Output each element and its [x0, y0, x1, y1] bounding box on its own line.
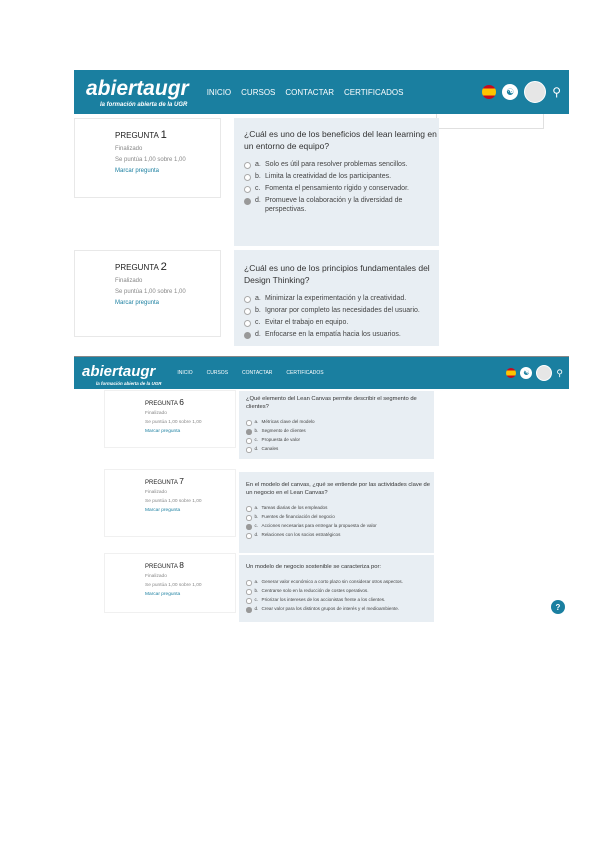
- question-text: ¿Qué elemento del Lean Canvas permite describir el segmento de clientes?: [246, 396, 417, 410]
- menu-item-cursos[interactable]: CURSOS: [241, 87, 276, 97]
- answer-option[interactable]: c. Propuesta de valor: [246, 437, 434, 444]
- answer-option[interactable]: b. Centrarse solo en la reducción de costes operativos.: [246, 588, 434, 595]
- answer-option[interactable]: b. Segmento de clientes: [246, 428, 434, 435]
- menu-item-inicio[interactable]: INICIO: [177, 370, 193, 376]
- flag-question-link[interactable]: Marcar pregunta: [145, 429, 181, 434]
- radio-button[interactable]: [246, 515, 252, 521]
- question-text: En el modelo del canvas, ¿qué se entiende por las actividades clave de un negocio en el Lean Canvas?: [246, 482, 431, 496]
- radio-button-selected[interactable]: [246, 524, 252, 530]
- answer-option[interactable]: c. Fomenta el pensamiento rígido y conservador.: [244, 184, 439, 193]
- answer-options: [246, 505, 434, 539]
- answer-option[interactable]: d. Relaciones con los socios estratégicos: [246, 532, 434, 539]
- avatar[interactable]: [524, 81, 546, 103]
- radio-button-selected[interactable]: [244, 332, 251, 339]
- answer-option[interactable]: c. Evitar el trabajo en equipo.: [244, 318, 439, 327]
- answer-options: [244, 160, 439, 214]
- radio-button[interactable]: [246, 533, 252, 539]
- logo-subtitle: la formación abierta de la UGR: [100, 102, 188, 108]
- accessibility-icon[interactable]: ☯: [502, 84, 518, 100]
- radio-button[interactable]: [246, 580, 252, 586]
- help-button[interactable]: ?: [551, 600, 565, 614]
- question-label: PREGUNTA 6: [145, 397, 184, 407]
- question-box: [234, 250, 439, 346]
- search-icon[interactable]: ⚲: [552, 85, 561, 99]
- question-box: [239, 472, 434, 553]
- flag-question-link[interactable]: Marcar pregunta: [145, 592, 181, 597]
- question-score: Se puntúa 1,00 sobre 1,00: [115, 157, 186, 163]
- screenshot-bottom: [74, 356, 569, 622]
- top-nav: [74, 70, 569, 114]
- answer-option[interactable]: b. Ignorar por completo las necesidades del usuario.: [244, 306, 439, 315]
- menu-item-inicio[interactable]: INICIO: [206, 87, 232, 97]
- answer-option[interactable]: b. Limita la creatividad de los participantes.: [244, 172, 439, 181]
- menu-item-certificados[interactable]: CERTIFICADOS: [286, 370, 324, 376]
- question-score: Se puntúa 1,00 sobre 1,00: [145, 583, 202, 588]
- menu-item-certificados[interactable]: CERTIFICADOS: [343, 87, 404, 97]
- radio-button[interactable]: [246, 506, 252, 512]
- question-label: PREGUNTA 7: [145, 476, 184, 486]
- radio-button[interactable]: [244, 162, 251, 169]
- search-icon[interactable]: ⚲: [556, 367, 563, 378]
- answer-option[interactable]: a. Solo es útil para resolver problemas sencillos.: [244, 160, 439, 169]
- answer-option[interactable]: d. Enfocarse en la empatía hacia los usuarios.: [244, 330, 439, 339]
- answer-options: [246, 579, 434, 613]
- question-status: Finalizado: [115, 146, 143, 152]
- radio-button-selected[interactable]: [246, 607, 252, 613]
- logo-text: abiertaugr: [86, 77, 189, 100]
- flag-question-link[interactable]: Marcar pregunta: [115, 168, 160, 174]
- radio-button[interactable]: [244, 320, 251, 327]
- radio-button[interactable]: [246, 589, 252, 595]
- radio-button[interactable]: [246, 438, 252, 444]
- question-status: Finalizado: [145, 411, 167, 416]
- question-text: ¿Cuál es uno de los principios fundamentales del Design Thinking?: [244, 263, 430, 285]
- answer-option[interactable]: d. Canales: [246, 446, 434, 453]
- radio-button[interactable]: [244, 186, 251, 193]
- answer-option[interactable]: d. Crear valor para los distintos grupos de interés y el medioambiente.: [246, 606, 434, 613]
- answer-option[interactable]: a. Métricas clave del modelo: [246, 419, 434, 426]
- question-status: Finalizado: [145, 574, 167, 579]
- accessibility-icon[interactable]: ☯: [520, 367, 532, 379]
- answer-option[interactable]: c. Priorizar los intereses de los accionistas frente a los clientes.: [246, 597, 434, 604]
- question-box: [239, 391, 434, 459]
- avatar[interactable]: [536, 365, 552, 381]
- menu-item-contactar[interactable]: CONTACTAR: [285, 87, 334, 97]
- radio-button[interactable]: [244, 296, 251, 303]
- answer-options: [244, 294, 439, 339]
- radio-button[interactable]: [246, 420, 252, 426]
- answer-option[interactable]: b. Fuentes de financiación del negocio: [246, 514, 434, 521]
- answer-option[interactable]: a. Tareas diarias de los empleados: [246, 505, 434, 512]
- question-info: [104, 469, 236, 537]
- question-status: Finalizado: [145, 490, 167, 495]
- answer-options: [246, 419, 434, 453]
- flag-question-link[interactable]: Marcar pregunta: [115, 300, 160, 306]
- question-box: [239, 555, 434, 622]
- screenshot-top: [74, 70, 569, 346]
- site-logo[interactable]: [86, 77, 189, 108]
- site-logo[interactable]: [82, 362, 162, 386]
- answer-option[interactable]: a. Minimizar la experimentación y la creatividad.: [244, 294, 439, 303]
- question-score: Se puntúa 1,00 sobre 1,00: [145, 420, 202, 425]
- question-box: [234, 118, 439, 246]
- answer-option[interactable]: a. Generar valor económico a corto plazo sin considerar otros aspectos.: [246, 579, 434, 586]
- question-score: Se puntúa 1,00 sobre 1,00: [145, 499, 202, 504]
- question-info: [104, 390, 236, 448]
- question-label: PREGUNTA 1: [115, 129, 167, 141]
- question-text: Un modelo de negocio sostenible se caracteriza por:: [246, 564, 382, 570]
- flag-question-link[interactable]: Marcar pregunta: [145, 508, 181, 513]
- radio-button[interactable]: [244, 174, 251, 181]
- spain-flag-icon[interactable]: [482, 85, 496, 99]
- nav-right: [506, 365, 563, 381]
- menu-item-contactar[interactable]: CONTACTAR: [242, 370, 273, 376]
- radio-button[interactable]: [246, 598, 252, 604]
- menu-item-cursos[interactable]: CURSOS: [206, 370, 229, 376]
- radio-button-selected[interactable]: [246, 429, 252, 435]
- question-score: Se puntúa 1,00 sobre 1,00: [115, 289, 186, 295]
- question-text: ¿Cuál es uno de los beneficios del lean learning en un entorno de equipo?: [244, 129, 437, 151]
- top-nav: [74, 357, 569, 389]
- answer-option[interactable]: d. Promueve la colaboración y la diversidad de perspectivas.: [244, 196, 439, 214]
- question-info: [104, 553, 236, 613]
- answer-option[interactable]: c. Acciones necesarias para entregar la propuesta de valor: [246, 523, 434, 530]
- radio-button[interactable]: [246, 447, 252, 453]
- nav-right: [482, 81, 561, 103]
- question-info: [74, 118, 221, 198]
- question-label: PREGUNTA 8: [145, 560, 184, 570]
- radio-button-selected[interactable]: [244, 198, 251, 205]
- question-info: [74, 250, 221, 337]
- question-label: PREGUNTA 2: [115, 261, 167, 273]
- question-status: Finalizado: [115, 278, 143, 284]
- radio-button[interactable]: [244, 308, 251, 315]
- main-menu: [177, 370, 323, 376]
- spain-flag-icon[interactable]: [506, 368, 516, 378]
- main-menu: [207, 88, 404, 97]
- logo-subtitle: la formación abierta de la UGR: [96, 380, 162, 386]
- side-panel: [436, 114, 544, 129]
- logo-text: abiertaugr: [82, 362, 156, 380]
